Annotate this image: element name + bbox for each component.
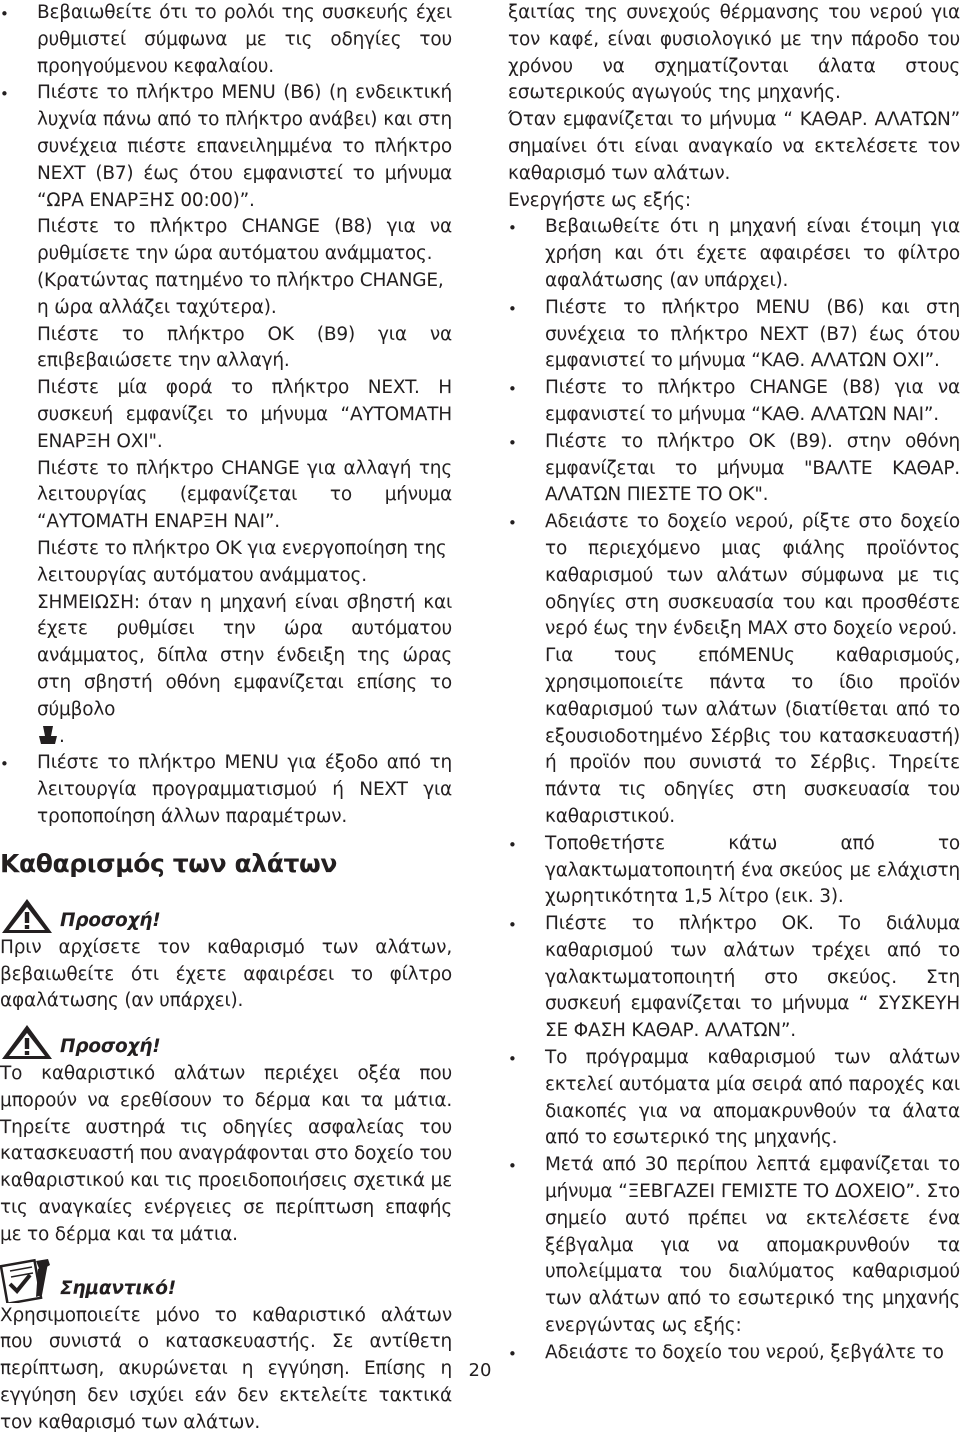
page-number: 20	[468, 1360, 492, 1381]
warning-text: Το καθαριστικό αλάτων περιέχει οξέα που μπορούν να ερεθίσουν το δέρμα και τα μάτια. Τηρείτε αυστηρά τις οδηγίες ασφαλείας του κατασκευαστή που αναγράφονται στο δοχείο του καθαριστικού και τις προειδοποιήσεις σχετικά με τις αναγκαίες ενέργειες σε περίπτωση επαφής με το δέρμα και τα μάτια.	[0, 1063, 452, 1245]
instruction-line: Πιέστε το πλήκτρο OK (B9) για να επιβεβαιώσετε την αλλαγή.	[37, 323, 452, 372]
list-item: • Πιέστε το πλήκτρο OK (B9). στην οθόνη εμφανίζεται το μήνυμα "ΒΑΛΤΕ ΚΑΘΑΡ. ΑΛΑΤΩΝ ΠΙΕΣΤΕ ΤΟ ΟΚ".	[508, 429, 960, 509]
list-item: • Μετά από 30 περίπου λεπτά εμφανίζεται το μήνυμα “ΞΕΒΓΑΖΕΙ ΓΕΜΙΣΤΕ ΤΟ ΔΟΧΕΙΟ”. Στο σημείο αυτό πρέπει να εκτελέσετε ένα ξέβγαλμα για να απομακρυνθούν τα υπολείμματα του διαλύματος καθαρισμού των αλάτων από το εσωτερικό της μηχανής ενεργώντας ως εξής:	[508, 1152, 960, 1340]
list-item: • Τοποθετήστε κάτω από το γαλακτωματοποιητή ένα σκεύος με ελάχιστη χωρητικότητα 1,5 λίτρο (εικ. 3).	[508, 831, 960, 911]
list-item: • Αδειάστε το δοχείο του νερού, ξεβγάλτε το	[508, 1340, 960, 1367]
instruction-line: • Πιέστε το πλήκτρο MENU (B6) (η ενδεικτική λυχνία πάνω από το πλήκτρο ανάβει) και στη συνέχεια πιέστε επανειλημμένα το πλήκτρο NEXT (B7) έως ότου εμφανιστεί το μήνυμα “ΩΡΑ ΕΝΑΡΞΗΣ 00:00)”.	[37, 82, 452, 211]
warning-text: Πριν αρχίσετε τον καθαρισμό των αλάτων, βεβαιωθείτε ότι έχετε αφαιρέσει το φίλτρο αφαλάτωσης (αν υπάρχει).	[0, 936, 452, 1012]
warning-note	[0, 897, 452, 1015]
warning-triangle-icon	[0, 1023, 54, 1061]
right-column	[508, 0, 960, 1367]
notepad-pencil-icon	[0, 1257, 54, 1303]
instruction-line: (Κρατώντας πατημένο το πλήκτρο CHANGE, η ώρα αλλάζει ταχύτερα).	[37, 269, 444, 318]
list-item: • Πιέστε το πλήκτρο MENU για έξοδο από τη λειτουργία προγραμματισμού ή NEXT για τροποποίηση άλλων παραμέτρων.	[0, 750, 452, 830]
important-header	[0, 1257, 452, 1303]
important-label: Σημαντικό!	[60, 1277, 177, 1299]
list-item: • Βεβαιωθείτε ότι το ρολόι της συσκευής έχει ρυθμιστεί σύμφωνα με τις οδηγίες του προηγούμενου κεφαλαίου.	[0, 0, 452, 80]
list-item: • Βεβαιωθείτε ότι η μηχανή είναι έτοιμη για χρήση και ότι έχετε αφαιρέσει το φίλτρο αφαλάτωσης (αν υπάρχει).	[508, 214, 960, 294]
intro-paragraph: Όταν εμφανίζεται το μήνυμα “ ΚΑΘΑΡ. ΑΛΑΤΩΝ” σημαίνει ότι είναι αναγκαίο να εκτελέσετε τον καθαρισμό των αλάτων.	[508, 109, 960, 184]
auto-on-clock-icon	[37, 724, 59, 746]
list-item: • Πιέστε το πλήκτρο CHANGE (B8) για να εμφανιστεί το μήνυμα “ΚΑΘ. ΑΛΑΤΩΝ ΝΑΙ”.	[508, 375, 960, 429]
symbol-line: .	[37, 724, 452, 751]
warning-note	[0, 1023, 452, 1249]
note-line: ΣΗΜΕΙΩΣΗ: όταν η μηχανή είναι σβηστή και έχετε ρυθμίσει την ώρα αυτόματου ανάμματος, δίπλα στην ένδειξη της ώρας στη σβηστή οθόνη εμφανίζεται επίσης το σύμβολο	[37, 591, 452, 720]
left-column	[0, 0, 452, 1437]
warning-header	[0, 897, 452, 935]
instruction-line: Πιέστε το πλήκτρο OK για ενεργοποίηση της λειτουργίας αυτόματου ανάμματος.	[37, 537, 447, 586]
warning-label: Προσοχή!	[60, 909, 161, 931]
instruction-line: Πιέστε το πλήκτρο CHANGE (B8) για να ρυθμίσετε την ώρα αυτόματου ανάμματος.	[37, 216, 452, 265]
instruction-line: Πιέστε το πλήκτρο CHANGE για αλλαγή της λειτουργίας (εμφανίζεται το μήνυμα “ΑΥΤΟΜΑΤΗ ΕΝΑΡΞΗ ΝΑΙ”.	[37, 457, 452, 533]
list-item: • Αδειάστε το δοχείο νερού, ρίξτε στο δοχείο το περιεχόμενο μιας φιάλης προϊόντος καθαρισμού των αλάτων σύμφωνα με τις οδηγίες στη συσκευασία του και προσθέστε νερό έως την ένδειξη MAX στο δοχείο νερού.	[508, 509, 960, 643]
intro-paragraph: ξαιτίας της συνεχούς θέρμανσης του νερού για τον καφέ, είναι φυσιολογικό με την πάροδο του χρόνου να σχηματίζονται άλατα στους εσωτερικούς αγωγούς της μηχανής.	[508, 2, 960, 104]
warning-header	[0, 1023, 452, 1061]
important-text: Χρησιμοποιείτε μόνο το καθαριστικό αλάτων που συνιστά ο κατασκευαστής. Σε αντίθετη περίπτωση, ακυρώνεται η εγγύηση. Επίσης η εγγύηση δεν ισχύει εάν δεν εκτελείτε τακτικά τον καθαρισμό των αλάτων.	[0, 1304, 452, 1433]
list-item: • Πιέστε το πλήκτρο OK. Το διάλυμα καθαρισμού των αλάτων τρέχει από το γαλακτωματοποιητή στο σκεύος. Στη συσκευή εμφανίζεται το μήνυμα “ ΣΥΣΚΕΥΗ ΣΕ ΦΑΣΗ ΚΑΘΑΡ. ΑΛΑΤΩΝ”.	[508, 911, 960, 1045]
section-title: Καθαρισμός των αλάτων	[0, 848, 337, 878]
instruction-line: Πιέστε μία φορά το πλήκτρο NEXT. Η συσκευή εμφανίζει το μήνυμα “ΑΥΤΟΜΑΤΗ ΕΝΑΡΞΗ ΟΧΙ".	[37, 377, 452, 452]
list-item	[0, 80, 452, 750]
warning-label: Προσοχή!	[60, 1036, 161, 1058]
warning-triangle-icon	[0, 897, 54, 935]
list-item-note: Για τους επόMENUς καθαρισμούς, χρησιμοποιείτε πάντα το ίδιο προϊόν καθαρισμού των αλάτων (διατίθεται από το εξουσιοδοτημένο Σέρβις του κατασκευαστή) ή προϊόν που συνιστά το Σέρβις. Τηρείτε πάντα τις οδηγίες στη συσκευασία του καθαριστικού.	[545, 645, 960, 827]
list-item: • Πιέστε το πλήκτρο MENU (B6) και στη συνέχεια το πλήκτρο NEXT (B7) έως ότου εμφανιστεί το μήνυμα “ΚΑΘ. ΑΛΑΤΩΝ ΟΧΙ”.	[508, 295, 960, 375]
intro-paragraph: Ενεργήστε ως εξής:	[508, 189, 691, 211]
important-note	[0, 1257, 452, 1437]
list-item: • Το πρόγραμμα καθαρισμού των αλάτων εκτελεί αυτόματα μία σειρά από παροχές και διακοπές για να απομακρυνθούν τα άλατα από το εσωτερικό της μηχανής.	[508, 1045, 960, 1152]
